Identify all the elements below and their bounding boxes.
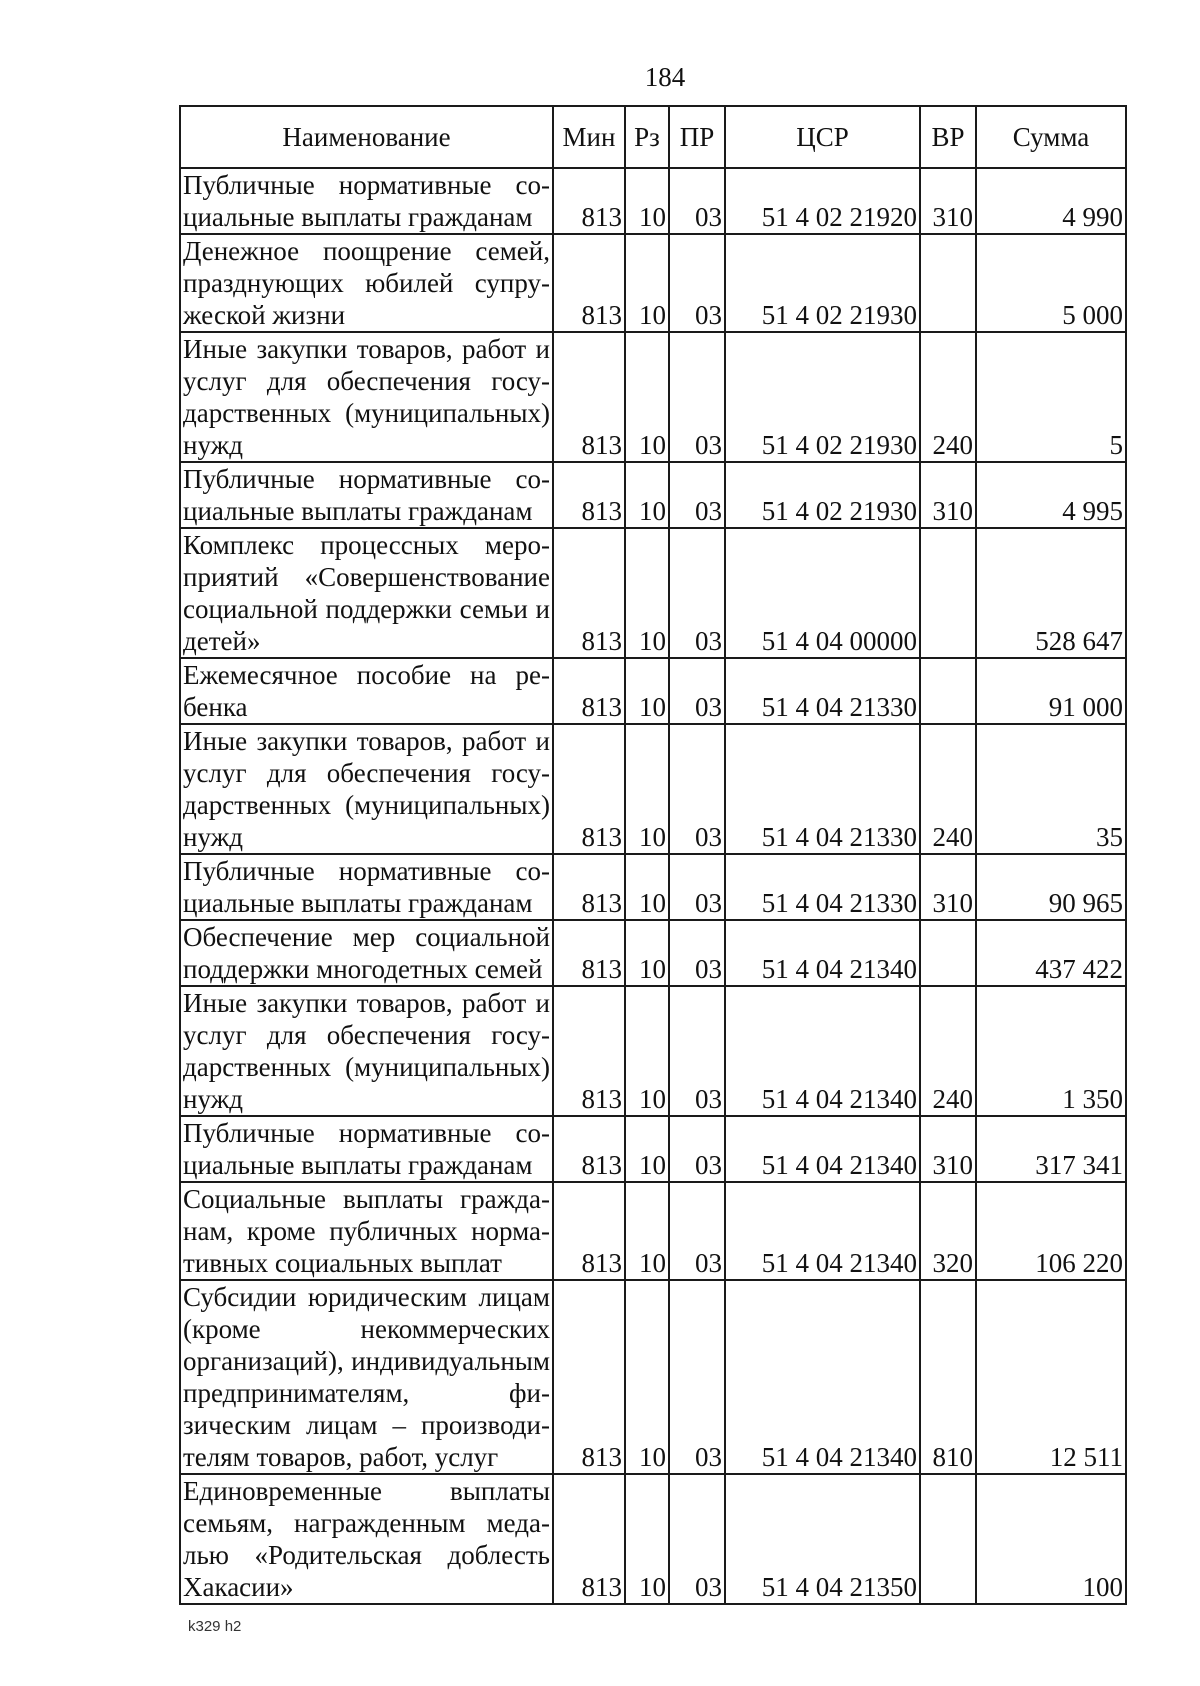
cell-name: Публичные нормативные социальные выплаты гражданам (180, 1116, 553, 1182)
cell-sum: 12 511 (976, 1280, 1126, 1474)
cell-rz: 10 (625, 234, 669, 332)
cell-vr (920, 920, 976, 986)
header-sum: Сумма (976, 106, 1126, 168)
cell-rz: 10 (625, 724, 669, 854)
cell-sum: 4 995 (976, 462, 1126, 528)
cell-sum: 528 647 (976, 528, 1126, 658)
cell-csr: 51 4 04 21330 (725, 658, 920, 724)
cell-csr: 51 4 02 21930 (725, 462, 920, 528)
table-row (180, 1280, 1126, 1474)
cell-csr: 51 4 04 21340 (725, 986, 920, 1116)
budget-table (179, 105, 1127, 1605)
footer-code: k329 h2 (188, 1618, 242, 1635)
header-rz: Рз (625, 106, 669, 168)
cell-min: 813 (553, 168, 625, 234)
cell-sum: 1 350 (976, 986, 1126, 1116)
cell-pr: 03 (669, 1280, 725, 1474)
table-row (180, 234, 1126, 332)
cell-rz: 10 (625, 1182, 669, 1280)
cell-pr: 03 (669, 724, 725, 854)
cell-name: Социальные выплаты гражданам, кроме публичных нормативных социальных выплат (180, 1182, 553, 1280)
cell-rz: 10 (625, 854, 669, 920)
cell-pr: 03 (669, 658, 725, 724)
cell-name: Иные закупки товаров, работ и услуг для обеспечения государственных (муниципальных) нужд (180, 724, 553, 854)
cell-csr: 51 4 04 00000 (725, 528, 920, 658)
cell-pr: 03 (669, 234, 725, 332)
cell-csr: 51 4 04 21340 (725, 1182, 920, 1280)
cell-pr: 03 (669, 1182, 725, 1280)
cell-vr (920, 658, 976, 724)
cell-min: 813 (553, 1116, 625, 1182)
cell-min: 813 (553, 920, 625, 986)
cell-pr: 03 (669, 1474, 725, 1604)
header-csr: ЦСР (725, 106, 920, 168)
cell-csr: 51 4 04 21330 (725, 724, 920, 854)
cell-vr: 240 (920, 724, 976, 854)
table-row (180, 1474, 1126, 1604)
cell-csr: 51 4 02 21930 (725, 332, 920, 462)
cell-min: 813 (553, 986, 625, 1116)
cell-sum: 35 (976, 724, 1126, 854)
cell-vr: 310 (920, 462, 976, 528)
cell-min: 813 (553, 1474, 625, 1604)
cell-min: 813 (553, 234, 625, 332)
cell-name: Публичные нормативные социальные выплаты гражданам (180, 168, 553, 234)
table-row (180, 854, 1126, 920)
cell-csr: 51 4 02 21930 (725, 234, 920, 332)
cell-vr: 320 (920, 1182, 976, 1280)
header-vr: ВР (920, 106, 976, 168)
table-row (180, 168, 1126, 234)
cell-name: Иные закупки товаров, работ и услуг для обеспечения государственных (муниципальных) нужд (180, 986, 553, 1116)
cell-sum: 100 (976, 1474, 1126, 1604)
table-row (180, 1182, 1126, 1280)
cell-pr: 03 (669, 332, 725, 462)
cell-rz: 10 (625, 920, 669, 986)
header-name: Наименование (180, 106, 553, 168)
cell-sum: 317 341 (976, 1116, 1126, 1182)
cell-sum: 90 965 (976, 854, 1126, 920)
cell-vr (920, 234, 976, 332)
cell-min: 813 (553, 854, 625, 920)
cell-rz: 10 (625, 1116, 669, 1182)
cell-pr: 03 (669, 920, 725, 986)
cell-vr (920, 528, 976, 658)
cell-rz: 10 (625, 168, 669, 234)
cell-rz: 10 (625, 332, 669, 462)
cell-name: Публичные нормативные социальные выплаты гражданам (180, 462, 553, 528)
table-row (180, 920, 1126, 986)
cell-min: 813 (553, 462, 625, 528)
cell-csr: 51 4 02 21920 (725, 168, 920, 234)
cell-rz: 10 (625, 462, 669, 528)
cell-sum: 4 990 (976, 168, 1126, 234)
cell-sum: 5 (976, 332, 1126, 462)
cell-name: Единовременные выплаты семьям, награжденным медалью «Родительская доблесть Хакасии» (180, 1474, 553, 1604)
table-row (180, 1116, 1126, 1182)
cell-sum: 437 422 (976, 920, 1126, 986)
cell-min: 813 (553, 724, 625, 854)
cell-name: Комплекс процессных мероприятий «Совершенствование социальной поддержки семьи и детей» (180, 528, 553, 658)
cell-sum: 91 000 (976, 658, 1126, 724)
cell-vr: 240 (920, 986, 976, 1116)
cell-sum: 5 000 (976, 234, 1126, 332)
cell-pr: 03 (669, 528, 725, 658)
cell-csr: 51 4 04 21350 (725, 1474, 920, 1604)
header-pr: ПР (669, 106, 725, 168)
cell-min: 813 (553, 332, 625, 462)
cell-name: Субсидии юридическим лицам (кроме некоммерческих организаций), индивидуальным предпринимателям, физическим лицам – производителям товаров, работ, услуг (180, 1280, 553, 1474)
cell-vr (920, 1474, 976, 1604)
cell-name: Денежное поощрение семей, празднующих юбилей супружеской жизни (180, 234, 553, 332)
cell-rz: 10 (625, 986, 669, 1116)
cell-min: 813 (553, 1182, 625, 1280)
page-number: 184 (644, 62, 686, 92)
cell-rz: 10 (625, 658, 669, 724)
cell-pr: 03 (669, 1116, 725, 1182)
cell-min: 813 (553, 1280, 625, 1474)
cell-name: Иные закупки товаров, работ и услуг для обеспечения государственных (муниципальных) нужд (180, 332, 553, 462)
table-row (180, 528, 1126, 658)
cell-vr: 310 (920, 1116, 976, 1182)
cell-sum: 106 220 (976, 1182, 1126, 1280)
cell-pr: 03 (669, 854, 725, 920)
table-row (180, 332, 1126, 462)
cell-vr: 310 (920, 168, 976, 234)
cell-pr: 03 (669, 462, 725, 528)
cell-min: 813 (553, 658, 625, 724)
cell-rz: 10 (625, 1280, 669, 1474)
cell-rz: 10 (625, 1474, 669, 1604)
cell-pr: 03 (669, 168, 725, 234)
table-row (180, 462, 1126, 528)
cell-csr: 51 4 04 21340 (725, 1280, 920, 1474)
cell-name: Обеспечение мер социальной поддержки многодетных семей (180, 920, 553, 986)
cell-rz: 10 (625, 528, 669, 658)
table-header-row (180, 106, 1126, 168)
header-min: Мин (553, 106, 625, 168)
cell-vr: 240 (920, 332, 976, 462)
cell-csr: 51 4 04 21330 (725, 854, 920, 920)
cell-vr: 310 (920, 854, 976, 920)
cell-vr: 810 (920, 1280, 976, 1474)
cell-csr: 51 4 04 21340 (725, 920, 920, 986)
cell-pr: 03 (669, 986, 725, 1116)
cell-name: Ежемесячное пособие на ребенка (180, 658, 553, 724)
cell-csr: 51 4 04 21340 (725, 1116, 920, 1182)
cell-min: 813 (553, 528, 625, 658)
table-row (180, 986, 1126, 1116)
cell-name: Публичные нормативные социальные выплаты гражданам (180, 854, 553, 920)
table-row (180, 658, 1126, 724)
table-row (180, 724, 1126, 854)
